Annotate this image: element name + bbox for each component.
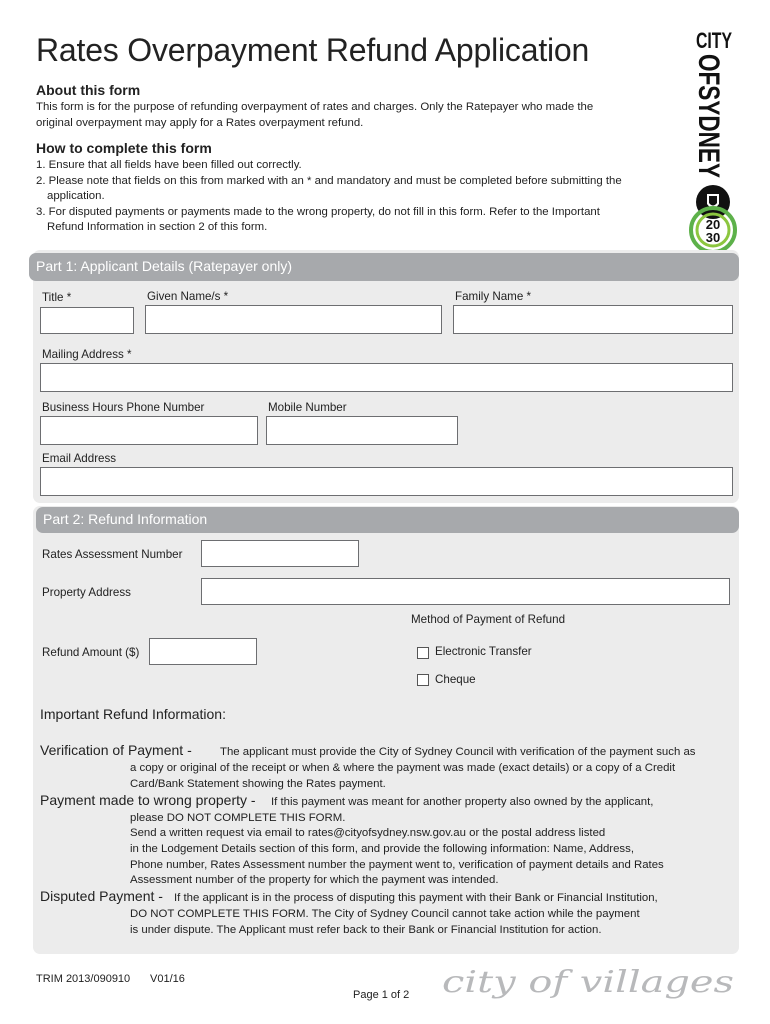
wrong-property-text-3: Send a written request via email to rates@cityofsydney.nsw.gov.au or the postal address listed: [130, 827, 606, 839]
page-number: Page 1 of 2: [353, 989, 410, 1001]
mobile-label: Mobile Number: [268, 401, 347, 414]
given-name-field[interactable]: [145, 305, 442, 334]
how-step-1: 1. Ensure that all fields have been filled out correctly.: [36, 159, 302, 171]
how-step-3a: 3. For disputed payments or payments made to the wrong property, do not fill in this form. Refer to the Important: [36, 206, 600, 218]
part2-heading: Part 2: Refund Information: [36, 507, 739, 533]
trim-number: TRIM 2013/090910: [36, 973, 131, 985]
disputed-text-2: DO NOT COMPLETE THIS FORM. The City of Sydney Council cannot take action while the payment: [130, 908, 640, 920]
verification-text-2: a copy or original of the receipt or when & where the payment was made (exact details) or a copy of a Credit: [130, 762, 676, 774]
about-text-line-1: This form is for the purpose of refunding overpayment of rates and charges. Only the Ratepayer who made the: [36, 101, 594, 113]
email-label: Email Address: [42, 452, 117, 465]
refund-amount-field[interactable]: [149, 638, 257, 665]
verification-text-1: The applicant must provide the City of Sydney Council with verification of the payment such as: [220, 746, 696, 758]
wrong-property-text-4: in the Lodgement Details section of this form, and provide the following information: Name, Address,: [130, 843, 634, 855]
svg-text:city of villages: city of villages: [442, 965, 734, 1000]
wrong-property-text-2: please DO NOT COMPLETE THIS FORM.: [130, 812, 346, 824]
important-heading: Important Refund Information:: [40, 706, 226, 722]
how-step-3b: Refund Information in section 2 of this form.: [47, 221, 268, 233]
wrong-property-text-6: Assessment number of the property for which the payment was intended.: [130, 874, 499, 886]
how-step-2b: application.: [47, 190, 105, 202]
wrong-property-text-1: If this payment was meant for another property also owned by the applicant,: [271, 796, 654, 808]
disputed-text-3: is under dispute. The Applicant must refer back to their Bank or Financial Institution for action.: [130, 924, 602, 936]
svg-text:30: 30: [705, 230, 721, 245]
given-name-label: Given Name/s *: [147, 290, 229, 303]
mailing-address-label: Mailing Address *: [42, 348, 132, 361]
version: V01/16: [150, 973, 185, 985]
family-name-label: Family Name *: [455, 290, 532, 303]
electronic-transfer-label: Electronic Transfer: [435, 645, 532, 658]
assessment-number-label: Rates Assessment Number: [42, 548, 183, 561]
page-title: Rates Overpayment Refund Application: [36, 32, 590, 68]
email-field[interactable]: [40, 467, 733, 496]
sydney-2030-badge: [689, 206, 737, 254]
business-phone-field[interactable]: [40, 416, 258, 445]
about-heading: About this form: [36, 82, 141, 98]
about-text-line-2: original overpayment may apply for a Rates overpayment refund.: [36, 117, 364, 129]
mobile-field[interactable]: [266, 416, 458, 445]
assessment-number-field[interactable]: [201, 540, 359, 567]
how-heading: How to complete this form: [36, 140, 212, 156]
disputed-title: Disputed Payment -: [40, 888, 163, 904]
city-of-villages-tagline: [438, 962, 738, 1002]
wrong-property-text-5: Phone number, Rates Assessment number the payment went to, verification of payment details and Rates: [130, 859, 664, 871]
wrong-property-title: Payment made to wrong property -: [40, 792, 256, 808]
cheque-label: Cheque: [435, 673, 476, 686]
family-name-field[interactable]: [453, 305, 733, 334]
how-step-2a: 2. Please note that fields on this from marked with an * and mandatory and must be completed before submitting the: [36, 175, 622, 187]
refund-amount-label: Refund Amount ($): [42, 646, 140, 659]
verification-title: Verification of Payment -: [40, 742, 192, 758]
cheque-checkbox[interactable]: [417, 674, 429, 686]
svg-text:20: 20: [705, 217, 721, 232]
disputed-text-1: If the applicant is in the process of disputing this payment with their Bank or Financial Institution,: [174, 892, 658, 904]
title-label: Title *: [42, 291, 72, 304]
part1-heading: Part 1: Applicant Details (Ratepayer only): [29, 253, 739, 281]
svg-text:OFSYDNEY: OFSYDNEY: [692, 54, 725, 220]
city-of-sydney-logo: [694, 24, 734, 228]
mailing-address-field[interactable]: [40, 363, 733, 392]
method-of-payment-label: Method of Payment of Refund: [411, 613, 566, 626]
property-address-field[interactable]: [201, 578, 730, 605]
verification-text-3: Card/Bank Statement showing the Rates payment.: [130, 778, 386, 790]
electronic-transfer-checkbox[interactable]: [417, 647, 429, 659]
title-field[interactable]: [40, 307, 134, 334]
property-address-label: Property Address: [42, 586, 131, 599]
business-phone-label: Business Hours Phone Number: [42, 401, 205, 414]
svg-text:CITY: CITY: [696, 28, 733, 53]
